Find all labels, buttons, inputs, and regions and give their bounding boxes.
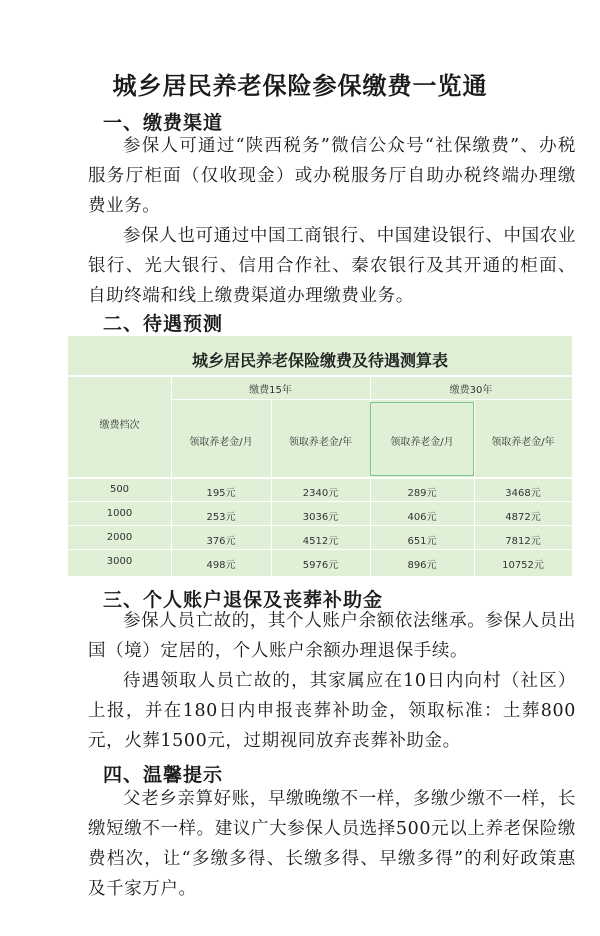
- table-cell: 195元: [206, 488, 236, 499]
- table-cell: 4872元: [505, 512, 541, 523]
- benefit-table: [68, 336, 572, 576]
- table-cell: 3036元: [302, 512, 339, 523]
- paragraph-tips: 父老乡亲算好账，早缴晚缴不一样，多缴少缴不一样，长缴短缴不一样。建议广大参保人员选择500元以上养老保险缴费档次，让“多缴多得、长缴多得、早缴多得”的利好政策惠及千家万户。: [88, 789, 576, 899]
- table-cell: 3000: [106, 556, 133, 567]
- sub-header: 领取养老金/月: [390, 437, 454, 448]
- table-cell: 289元: [407, 488, 437, 499]
- table-cell: 1000: [106, 508, 133, 519]
- group-header-15: 缴费15年: [249, 385, 292, 396]
- table-cell: 500: [109, 484, 130, 495]
- row-header: 缴费档次: [99, 420, 140, 431]
- paragraph-channels-2: 参保人也可通过中国工商银行、中国建设银行、中国农业银行、光大银行、信用合作社、秦农银行及其开通的柜面、自助终端和线上缴费渠道办理缴费业务。: [88, 226, 576, 306]
- sub-header: 领取养老金/年: [288, 437, 353, 448]
- table-cell: 4512元: [302, 536, 339, 547]
- group-header-30: 缴费30年: [449, 385, 493, 396]
- section-heading-refund: 三、个人账户退保及丧葬补助金: [103, 589, 384, 611]
- table-cell: 2000: [106, 532, 133, 543]
- table-cell: 498元: [206, 560, 236, 571]
- section-heading-channels: 一、缴费渠道: [103, 112, 224, 134]
- table-cell: 5976元: [302, 560, 339, 571]
- paragraph-channels-1: 参保人可通过“陕西税务”微信公众号“社保缴费”、办税服务厅柜面（仅收现金）或办税服务厅自助办税终端办理缴费业务。: [88, 136, 576, 216]
- table-cell: 10752元: [502, 560, 544, 571]
- table-cell: 406元: [407, 512, 437, 523]
- table-cell: 253元: [206, 512, 236, 523]
- table-title: 城乡居民养老保险缴费及待遇测算表: [191, 351, 448, 370]
- section-heading-forecast: 二、待遇预测: [103, 313, 224, 335]
- table-cell: 2340元: [302, 488, 339, 499]
- table-cell: 3468元: [505, 488, 541, 499]
- page-title: 城乡居民养老保险参保缴费一览通: [112, 72, 488, 100]
- table-cell: 7812元: [505, 536, 541, 547]
- table-cell: 651元: [407, 536, 437, 547]
- table-cell: 896元: [407, 560, 437, 571]
- table-cell: 376元: [206, 536, 236, 547]
- paragraph-refund-2: 待遇领取人员亡故的，其家属应在10日内向村（社区）上报，并在180日内申报丧葬补助金，领取标准：土葬800元，火葬1500元，过期视同放弃丧葬补助金。: [88, 671, 576, 751]
- section-heading-tips: 四、温馨提示: [103, 764, 224, 786]
- sub-header: 领取养老金/年: [491, 437, 555, 448]
- paragraph-refund-1: 参保人员亡故的，其个人账户余额依法继承。参保人员出国（境）定居的，个人账户余额办理退保手续。: [88, 611, 576, 661]
- sub-header: 领取养老金/月: [189, 437, 253, 448]
